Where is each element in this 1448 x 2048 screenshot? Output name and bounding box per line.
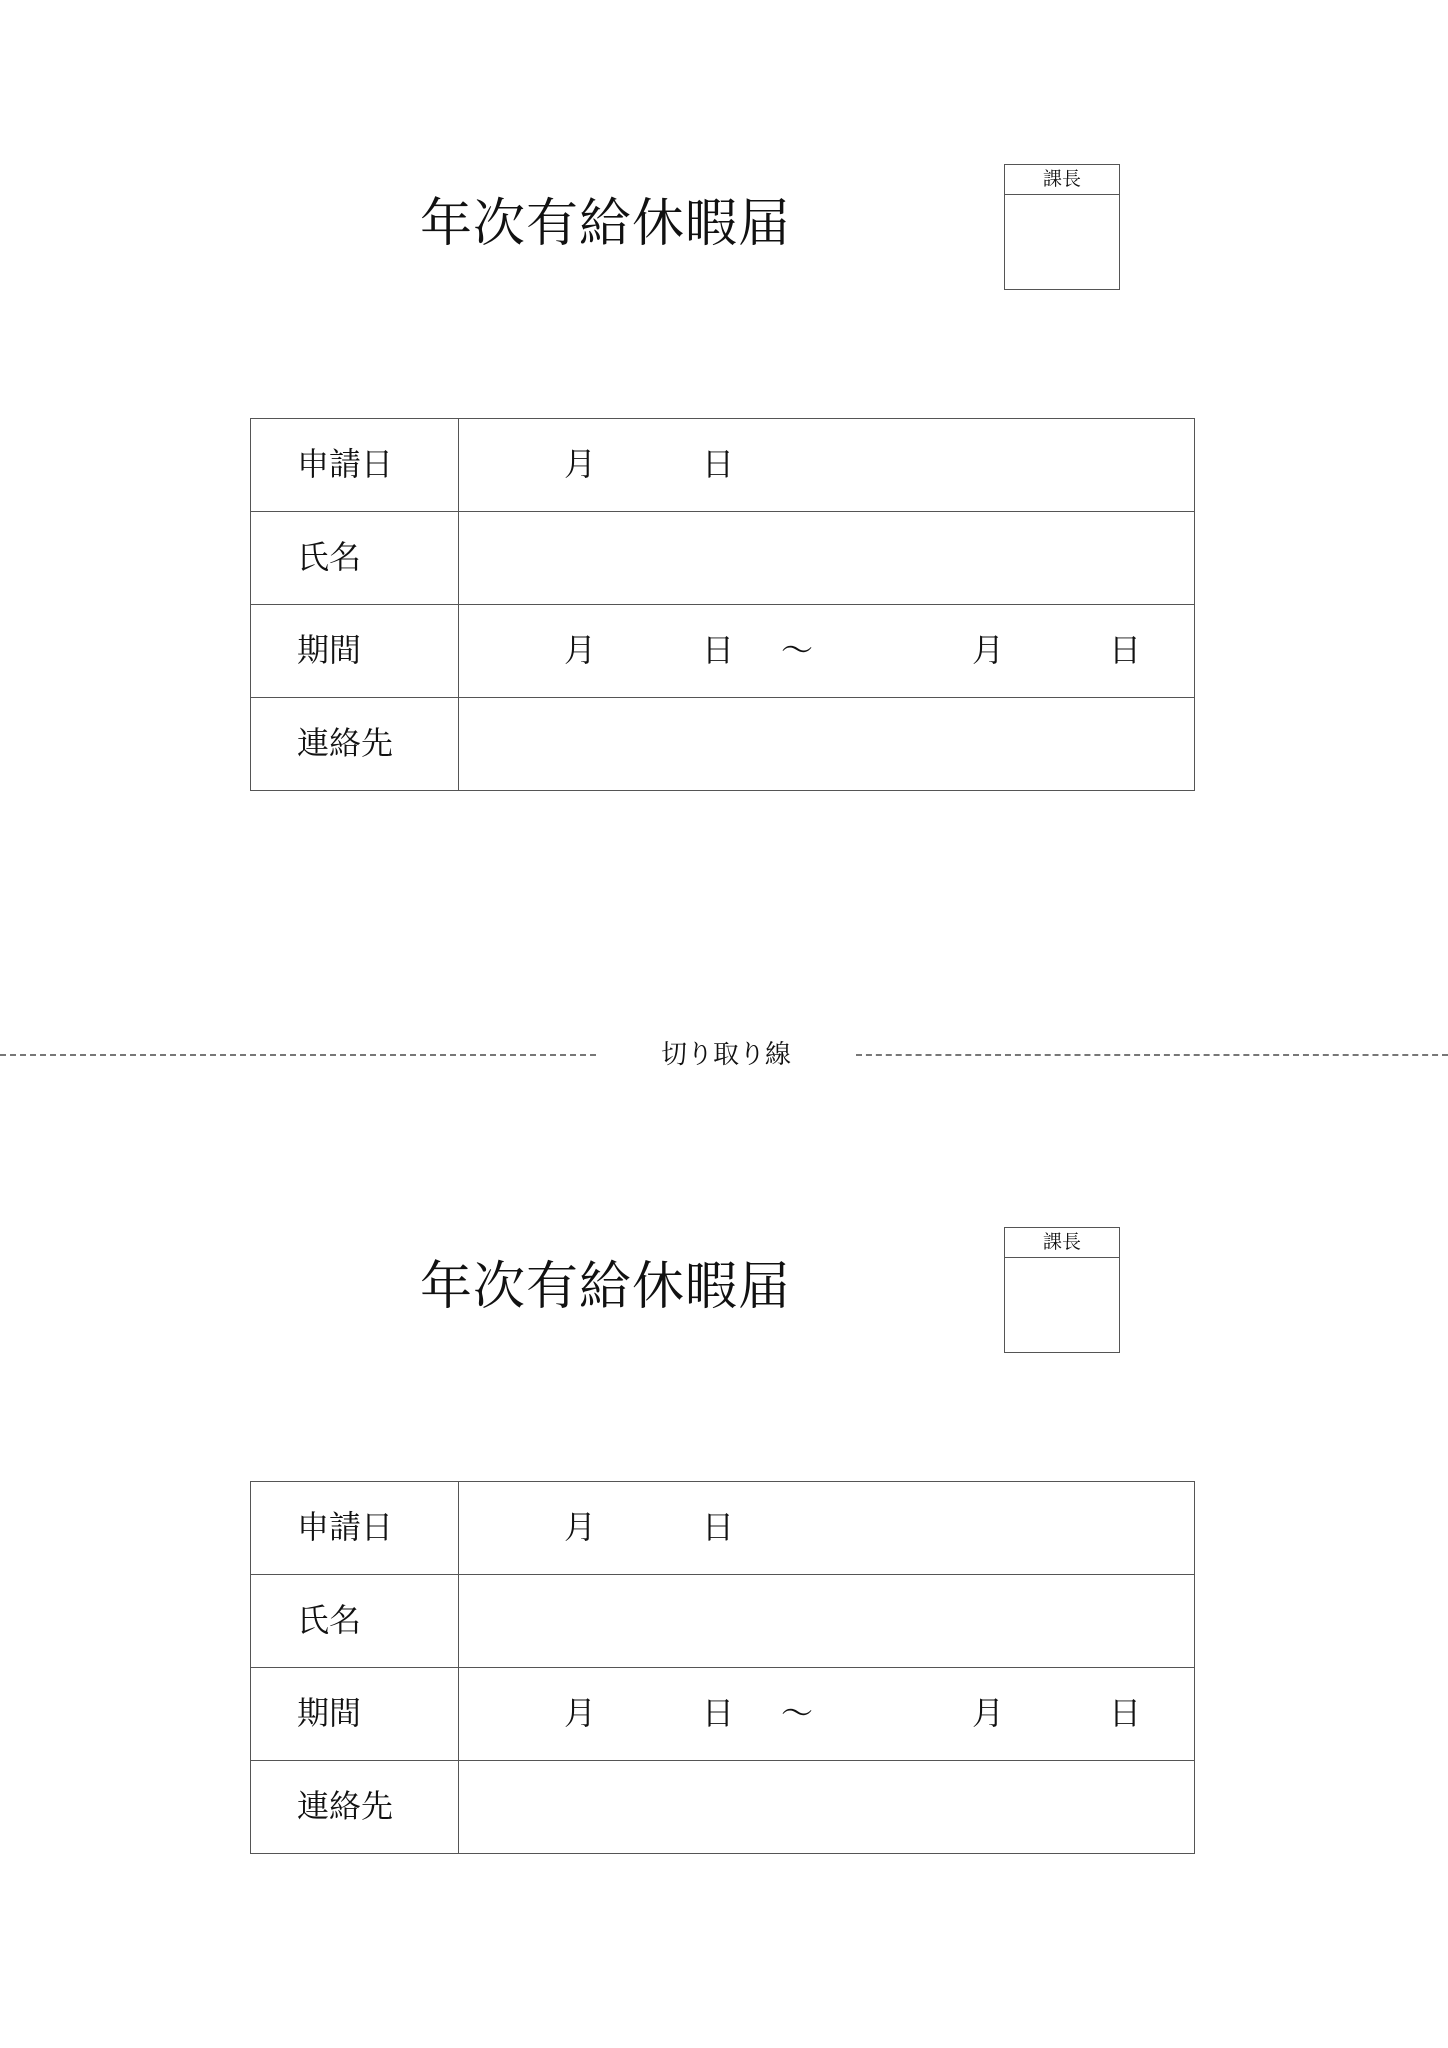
application-date-field[interactable]: [459, 419, 1194, 511]
end-day-unit: 日: [1109, 1694, 1142, 1732]
day-unit: 日: [702, 1508, 735, 1546]
period-row: [251, 1667, 1194, 1760]
month-unit: 月: [564, 1508, 597, 1546]
contact-row: [251, 1760, 1194, 1853]
period-row: [251, 604, 1194, 697]
name-field[interactable]: [459, 512, 1194, 604]
cut-line-dash-right: [856, 1054, 1448, 1056]
form-title: 年次有給休暇届: [420, 1257, 792, 1317]
day-unit: 日: [702, 445, 735, 483]
approval-stamp-area[interactable]: [1005, 1258, 1119, 1352]
approval-stamp-box: [1004, 164, 1120, 290]
name-row: [251, 511, 1194, 604]
start-month-unit: 月: [564, 1694, 597, 1732]
approval-stamp-label: 課長: [1005, 1228, 1119, 1258]
start-day-unit: 日: [702, 1694, 735, 1732]
end-day-unit: 日: [1109, 631, 1142, 669]
application-date-row: [251, 1482, 1194, 1574]
contact-label: 連絡先: [251, 698, 459, 790]
application-date-field[interactable]: [459, 1482, 1194, 1574]
contact-row: [251, 697, 1194, 790]
approval-stamp-area[interactable]: [1005, 195, 1119, 289]
contact-field[interactable]: [459, 1761, 1194, 1853]
contact-label: 連絡先: [251, 1761, 459, 1853]
leave-form-table: [250, 1481, 1195, 1854]
period-field[interactable]: [459, 605, 1194, 697]
period-separator: ～: [781, 1694, 814, 1732]
contact-field[interactable]: [459, 698, 1194, 790]
cut-line-dash-left: [0, 1054, 596, 1056]
form-title: 年次有給休暇届: [420, 194, 792, 254]
month-unit: 月: [564, 445, 597, 483]
application-date-row: [251, 419, 1194, 511]
leave-form-upper: [0, 0, 1448, 760]
period-field[interactable]: [459, 1668, 1194, 1760]
application-date-label: 申請日: [251, 1482, 459, 1574]
name-label: 氏名: [251, 1575, 459, 1667]
leave-form-table: [250, 418, 1195, 791]
approval-stamp-box: [1004, 1227, 1120, 1353]
period-separator: ～: [781, 631, 814, 669]
period-label: 期間: [251, 605, 459, 697]
approval-stamp-label: 課長: [1005, 165, 1119, 195]
name-label: 氏名: [251, 512, 459, 604]
leave-form-lower: [0, 1063, 1448, 1823]
start-month-unit: 月: [564, 631, 597, 669]
end-month-unit: 月: [972, 1694, 1005, 1732]
name-field[interactable]: [459, 1575, 1194, 1667]
end-month-unit: 月: [972, 631, 1005, 669]
start-day-unit: 日: [702, 631, 735, 669]
application-date-label: 申請日: [251, 419, 459, 511]
cut-line-label: 切り取り線: [660, 1040, 791, 1070]
period-label: 期間: [251, 1668, 459, 1760]
name-row: [251, 1574, 1194, 1667]
